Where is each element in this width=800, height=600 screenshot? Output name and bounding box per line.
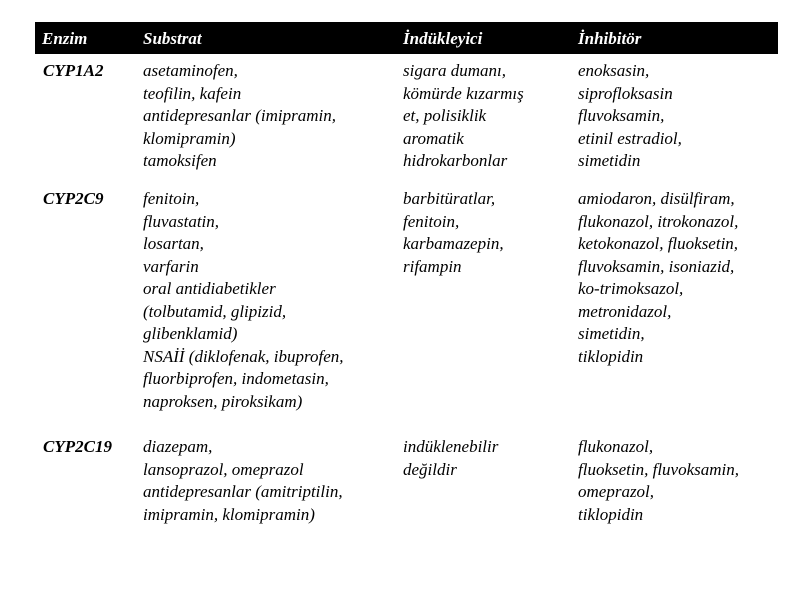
header-enzyme: Enzim <box>42 29 88 48</box>
inducer-line: sigara dumanı, <box>403 61 506 80</box>
inhibitor-line: siprofloksasin <box>578 83 673 103</box>
enzyme-cell: CYP1A2 <box>43 61 104 80</box>
substrate-line: fluorbiprofen, indometasin, <box>143 369 329 388</box>
inhibitor-line: simetidin <box>578 151 641 170</box>
inducer-cell <box>403 60 524 173</box>
inhibitor-line: omeprazol, <box>578 482 655 501</box>
inhibitor-line: fluvoksamin, <box>578 106 665 125</box>
inhibitor-line: tiklopidin <box>578 504 644 524</box>
substrate-line: diazepam, <box>143 437 213 456</box>
substrate-cell <box>143 188 344 413</box>
substrate-line: naproksen, piroksikam) <box>143 391 303 411</box>
enzyme-cell: CYP2C9 <box>43 189 104 208</box>
substrate-cell <box>143 436 343 526</box>
substrate-line: (tolbutamid, glipizid, <box>143 301 287 321</box>
inducer-cell <box>403 436 498 481</box>
header-inducer: İndükleyici <box>403 29 483 48</box>
inducer-line: barbitüratlar, <box>403 189 496 208</box>
inhibitor-line: simetidin, <box>578 324 645 343</box>
substrate-line: fluvastatin, <box>143 211 220 231</box>
inhibitor-line: ketokonazol, fluoksetin, <box>578 234 739 253</box>
substrate-line: imipramin, klomipramin) <box>143 504 315 524</box>
inducer-line: rifampin <box>403 256 462 276</box>
inducer-line: kömürde kızarmış <box>403 83 524 103</box>
substrate-cell <box>143 60 336 173</box>
substrate-line: losartan, <box>143 234 204 253</box>
inhibitor-cell <box>578 188 738 368</box>
substrate-line: lansoprazol, omeprazol <box>143 459 304 479</box>
inhibitor-line: etinil estradiol, <box>578 128 682 148</box>
substrate-line: klomipramin) <box>143 128 236 148</box>
header-substrate: Substrat <box>143 29 202 48</box>
inhibitor-line: ko-trimoksazol, <box>578 279 684 298</box>
substrate-line: varfarin <box>143 256 199 276</box>
inducer-line: et, polisiklik <box>403 106 487 125</box>
inhibitor-line: fluvoksamin, isoniazid, <box>578 256 735 276</box>
inducer-cell <box>403 188 504 278</box>
inhibitor-line: fluoksetin, fluvoksamin, <box>578 459 740 479</box>
substrate-line: tamoksifen <box>143 151 217 170</box>
substrate-line: glibenklamid) <box>143 324 238 343</box>
enzyme-cell: CYP2C19 <box>43 437 112 456</box>
inducer-line: değildir <box>403 459 457 479</box>
inhibitor-line: flukonazol, itrokonazol, <box>578 211 739 231</box>
inducer-line: hidrokarbonlar <box>403 151 508 170</box>
substrate-line: teofilin, kafein <box>143 83 242 103</box>
inducer-line: karbamazepin, <box>403 234 504 253</box>
inhibitor-cell <box>578 60 682 173</box>
inducer-line: indüklenebilir <box>403 437 499 456</box>
inducer-line: fenitoin, <box>403 211 460 231</box>
substrate-line: asetaminofen, <box>143 61 238 80</box>
inhibitor-line: enoksasin, <box>578 61 650 80</box>
header-inhibitor: İnhibitör <box>578 29 642 48</box>
substrate-line: NSAİİ (diklofenak, ibuprofen, <box>143 346 344 366</box>
inhibitor-line: tiklopidin <box>578 346 644 366</box>
inhibitor-line: metronidazol, <box>578 301 672 321</box>
inhibitor-line: amiodaron, disülfiram, <box>578 189 735 208</box>
inhibitor-cell <box>578 436 739 526</box>
substrate-line: antidepresanlar (imipramin, <box>143 106 336 125</box>
substrate-line: fenitoin, <box>143 189 200 208</box>
substrate-line: oral antidiabetikler <box>143 279 276 298</box>
inducer-line: aromatik <box>403 128 464 148</box>
table-header <box>35 22 778 54</box>
inhibitor-line: flukonazol, <box>578 437 654 456</box>
substrate-line: antidepresanlar (amitriptilin, <box>143 482 343 501</box>
